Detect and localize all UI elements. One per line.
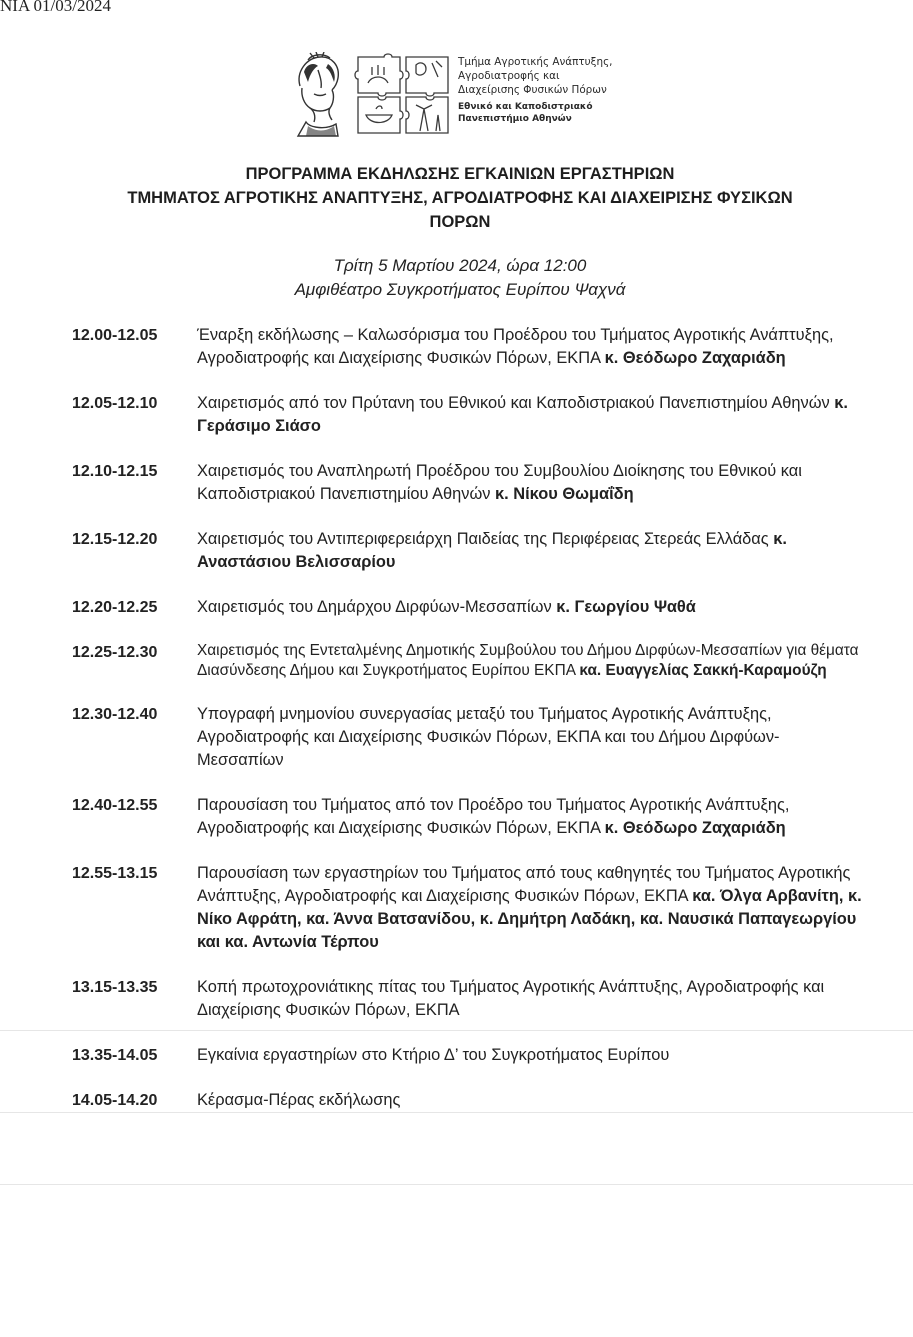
- schedule-item: [72, 703, 862, 772]
- schedule-item: [72, 460, 862, 506]
- schedule-description: [197, 392, 862, 438]
- description-text: Εγκαίνια εργαστηρίων στο Κτήριο Δ’ του Συγκροτήματος Ευρίπου: [197, 1046, 670, 1064]
- dept-name-line: Αγροδιατροφής και: [458, 70, 560, 82]
- schedule-item: [72, 324, 862, 370]
- scan-artifact-line: [0, 1030, 913, 1031]
- schedule-item: [72, 596, 862, 619]
- description-text: Χαιρετισμός από τον Πρύτανη του Εθνικού και Καποδιστριακού Πανεπιστημίου Αθηνών: [197, 394, 835, 412]
- scan-artifact-line: [0, 1184, 913, 1185]
- description-text: Χαιρετισμός του Δημάρχου Διρφύων-Μεσσαπίων: [197, 598, 557, 616]
- schedule-description: [197, 703, 862, 772]
- speaker-name: κα. Όλγα Αρβανίτη, κ. Νίκο Αφράτη, κα. Άννα Βατσανίδου, κ. Δημήτρη Λαδάκη, κα. Ναυσικά Παπαγεωργίου και κα. Αντωνία Τέρπου: [197, 887, 862, 951]
- logo-text-block: [458, 55, 658, 125]
- schedule-time: 12.10-12.15: [72, 463, 158, 480]
- speaker-name: κ. Γεωργίου Ψαθά: [556, 598, 696, 616]
- schedule-time: 13.15-13.35: [72, 979, 158, 996]
- schedule-description: [197, 641, 862, 681]
- schedule-description: [197, 794, 862, 840]
- description-text: Παρουσίαση των εργαστηρίων του Τμήματος από τους καθηγητές του Τμήματος Αγροτικής Ανάπτυξης, Αγροδιατροφής και Διαχείρισης Φυσικών Πόρων, ΕΚΠΑ: [197, 864, 851, 905]
- speaker-name: κ. Γεράσιμο Σιάσο: [197, 394, 848, 435]
- department-logo: [288, 52, 648, 152]
- schedule-item: [72, 862, 862, 954]
- description-text: Χαιρετισμός του Αντιπεριφερειάρχη Παιδείας της Περιφέρειας Στερεάς Ελλάδας: [197, 530, 774, 548]
- event-venue: Αμφιθέατρο Συγκροτήματος Ευρίπου Ψαχνά: [294, 280, 626, 299]
- title-line: ΠΟΡΩΝ: [429, 213, 491, 231]
- schedule-item: [72, 1089, 862, 1112]
- schedule-description: [197, 528, 862, 574]
- schedule-description: [197, 460, 862, 506]
- speaker-name: κα. Ευαγγελίας Σακκή-Καραμούζη: [579, 662, 827, 679]
- schedule-item: [72, 1044, 862, 1067]
- document-stamp: ΝΙΑ 01/03/2024: [0, 0, 111, 15]
- schedule-time: 12.20-12.25: [72, 599, 158, 616]
- speaker-name: κ. Θεόδωρο Ζαχαριάδη: [604, 819, 786, 837]
- schedule-description: [197, 976, 862, 1022]
- speaker-name: κ. Θεόδωρο Ζαχαριάδη: [604, 349, 786, 367]
- schedule-time: 12.15-12.20: [72, 531, 158, 548]
- dept-name-line: Τμήμα Αγροτικής Ανάπτυξης,: [458, 56, 613, 68]
- schedule-item: [72, 794, 862, 840]
- description-text: Χαιρετισμός του Αναπληρωτή Προέδρου του Συμβουλίου Διοίκησης του Εθνικού και Καποδιστριακού Πανεπιστημίου Αθηνών: [197, 462, 802, 503]
- schedule-description: [197, 1044, 862, 1067]
- puzzle-emblem-icon: [354, 53, 452, 137]
- schedule-description: [197, 324, 862, 370]
- schedule-item: [72, 641, 862, 681]
- title-line: ΠΡΟΓΡΑΜΜΑ ΕΚΔΗΛΩΣΗΣ ΕΓΚΑΙΝΙΩΝ ΕΡΓΑΣΤΗΡΙΩΝ: [245, 165, 675, 183]
- speaker-name: κ. Αναστάσιου Βελισσαρίου: [197, 530, 787, 571]
- event-details: [40, 254, 880, 302]
- schedule-list: [72, 324, 862, 1134]
- university-name-line: Πανεπιστήμιο Αθηνών: [458, 114, 572, 124]
- description-text: Χαιρετισμός της Εντεταλμένης Δημοτικής Συμβούλου του Δήμου Διρφύων-Μεσσαπίων για θέματα Διασύνδεσης Δήμου και Συγκροτήματος Ευρίπου ΕΚΠΑ: [197, 642, 859, 679]
- schedule-time: 14.05-14.20: [72, 1092, 158, 1109]
- schedule-time: 12.05-12.10: [72, 395, 158, 412]
- speaker-name: κ. Νίκου Θωμαΐδη: [495, 485, 634, 503]
- schedule-description: [197, 1089, 862, 1112]
- university-name-line: Εθνικό και Καποδιστριακό: [458, 102, 593, 112]
- description-text: Έναρξη εκδήλωσης – Καλωσόρισμα του Προέδρου του Τμήματος Αγροτικής Ανάπτυξης, Αγροδιατροφής και Διαχείρισης Φυσικών Πόρων, ΕΚΠΑ: [197, 326, 834, 367]
- description-text: Υπογραφή μνημονίου συνεργασίας μεταξύ του Τμήματος Αγροτικής Ανάπτυξης, Αγροδιατροφής και Διαχείρισης Φυσικών Πόρων, ΕΚΠΑ και του Δήμου Διρφύων-Μεσσαπίων: [197, 705, 780, 769]
- schedule-item: [72, 976, 862, 1022]
- event-date: Τρίτη 5 Μαρτίου 2024, ώρα 12:00: [333, 256, 587, 275]
- schedule-time: 12.55-13.15: [72, 865, 158, 882]
- schedule-time: 12.30-12.40: [72, 706, 158, 723]
- scan-artifact-line: [0, 1112, 913, 1113]
- document-title: [40, 162, 880, 234]
- title-line: ΤΜΗΜΑΤΟΣ ΑΓΡΟΤΙΚΗΣ ΑΝΑΠΤΥΞΗΣ, ΑΓΡΟΔΙΑΤΡΟΦΗΣ ΚΑΙ ΔΙΑΧΕΙΡΙΣΗΣ ΦΥΣΙΚΩΝ: [127, 189, 793, 207]
- description-text: Παρουσίαση του Τμήματος από τον Προέδρο του Τμήματος Αγροτικής Ανάπτυξης, Αγροδιατροφής και Διαχείρισης Φυσικών Πόρων, ΕΚΠΑ: [197, 796, 790, 837]
- athena-emblem-icon: [288, 52, 348, 138]
- dept-name-line: Διαχείρισης Φυσικών Πόρων: [458, 84, 607, 96]
- schedule-time: 13.35-14.05: [72, 1047, 158, 1064]
- description-text: Κέρασμα-Πέρας εκδήλωσης: [197, 1091, 401, 1109]
- schedule-time: 12.00-12.05: [72, 327, 158, 344]
- schedule-time: 12.25-12.30: [72, 644, 158, 661]
- schedule-description: [197, 596, 862, 619]
- description-text: Κοπή πρωτοχρονιάτικης πίτας του Τμήματος Αγροτικής Ανάπτυξης, Αγροδιατροφής και Διαχείρισης Φυσικών Πόρων, ΕΚΠΑ: [197, 978, 825, 1019]
- schedule-item: [72, 392, 862, 438]
- schedule-item: [72, 528, 862, 574]
- schedule-time: 12.40-12.55: [72, 797, 158, 814]
- schedule-description: [197, 862, 862, 954]
